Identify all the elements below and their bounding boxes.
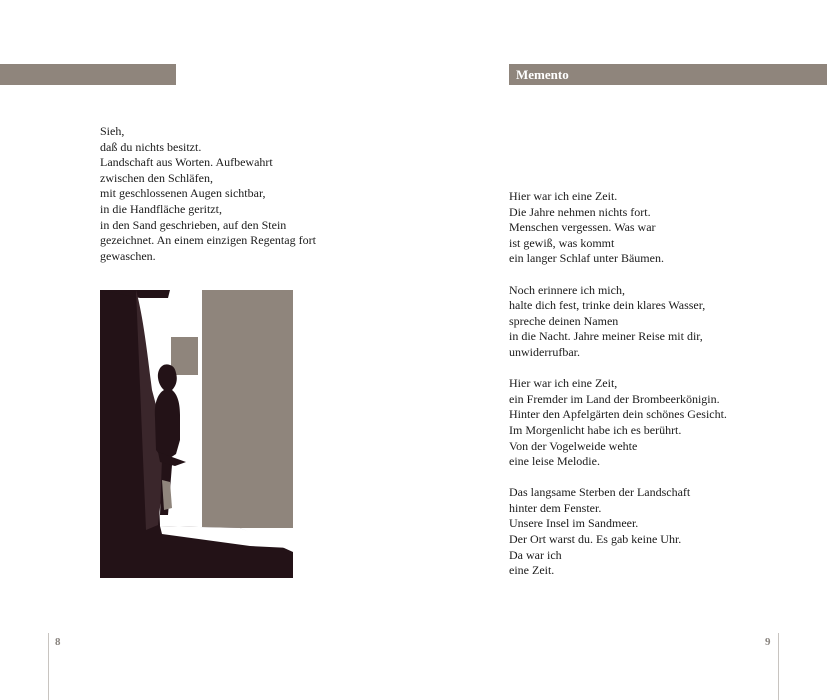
poem-line: Landschaft aus Worten. Aufbewahrt	[100, 155, 273, 170]
poem-line: in die Handfläche geritzt,	[100, 201, 222, 216]
poem-line: hinter dem Fenster.	[509, 500, 602, 515]
poem-line: ein langer Schlaf unter Bäumen.	[509, 251, 664, 266]
poem-line: Im Morgenlicht habe ich es berührt.	[509, 422, 682, 437]
silhouette-in-doorway-photo	[100, 290, 293, 578]
poem-line: Die Jahre nehmen nichts fort.	[509, 204, 651, 219]
left-header-title: Jahre in G.	[101, 3, 164, 18]
right-page-number: 9	[765, 636, 771, 648]
poem-line: Menschen vergessen. Was war	[509, 220, 656, 235]
poem-stanza	[509, 376, 727, 470]
poem-line: Noch erinnere ich mich,	[509, 282, 625, 297]
poem-line: ein Fremder im Land der Brombeerkönigin.	[509, 391, 720, 406]
left-page-number: 8	[55, 636, 61, 648]
poem-line: spreche deinen Namen	[509, 313, 619, 328]
poem-line: mit geschlossenen Augen sichtbar,	[100, 186, 266, 201]
right-footer-rule	[778, 633, 779, 700]
poem-line: Das langsame Sterben der Landschaft	[509, 485, 691, 500]
left-poem	[100, 124, 316, 264]
left-page	[0, 0, 413, 700]
left-footer-rule	[48, 633, 49, 700]
right-page	[414, 0, 827, 700]
poem-stanza	[509, 485, 727, 579]
poem-line: daß du nichts besitzt.	[100, 139, 202, 154]
poem-stanza	[509, 189, 727, 267]
right-poem	[509, 189, 727, 579]
poem-line: unwiderrufbar.	[509, 344, 580, 359]
left-header-bar	[0, 64, 176, 85]
poem-line: Hinter den Apfelgärten dein schönes Gesicht.	[509, 407, 727, 422]
poem-line: ist gewiß, was kommt	[509, 235, 615, 250]
poem-line: Von der Vogelweide wehte	[509, 438, 638, 453]
poem-line: Hier war ich eine Zeit.	[509, 189, 618, 203]
poem-line: gewaschen.	[100, 248, 156, 263]
poem-line: zwischen den Schläfen,	[100, 170, 213, 185]
right-header-title: Memento	[516, 67, 569, 82]
poem-line: halte dich fest, trinke dein klares Wasser,	[509, 298, 706, 313]
poem-line: Unsere Insel im Sandmeer.	[509, 516, 639, 531]
poem-stanza	[509, 283, 727, 361]
right-header-bar	[509, 64, 827, 85]
poem-line: in den Sand geschrieben, auf den Stein	[100, 217, 287, 232]
poem-line: Sieh,	[100, 124, 125, 138]
poem-line: Hier war ich eine Zeit,	[509, 376, 618, 391]
poem-line: gezeichnet. An einem einzigen Regentag fort	[100, 233, 316, 248]
poem-line: in die Nacht. Jahre meiner Reise mit dir,	[509, 329, 703, 344]
poem-line: eine leise Melodie.	[509, 454, 600, 469]
poem-line: Da war ich	[509, 547, 562, 562]
poem-line: Der Ort warst du. Es gab keine Uhr.	[509, 532, 682, 547]
poem-line: eine Zeit.	[509, 563, 555, 578]
